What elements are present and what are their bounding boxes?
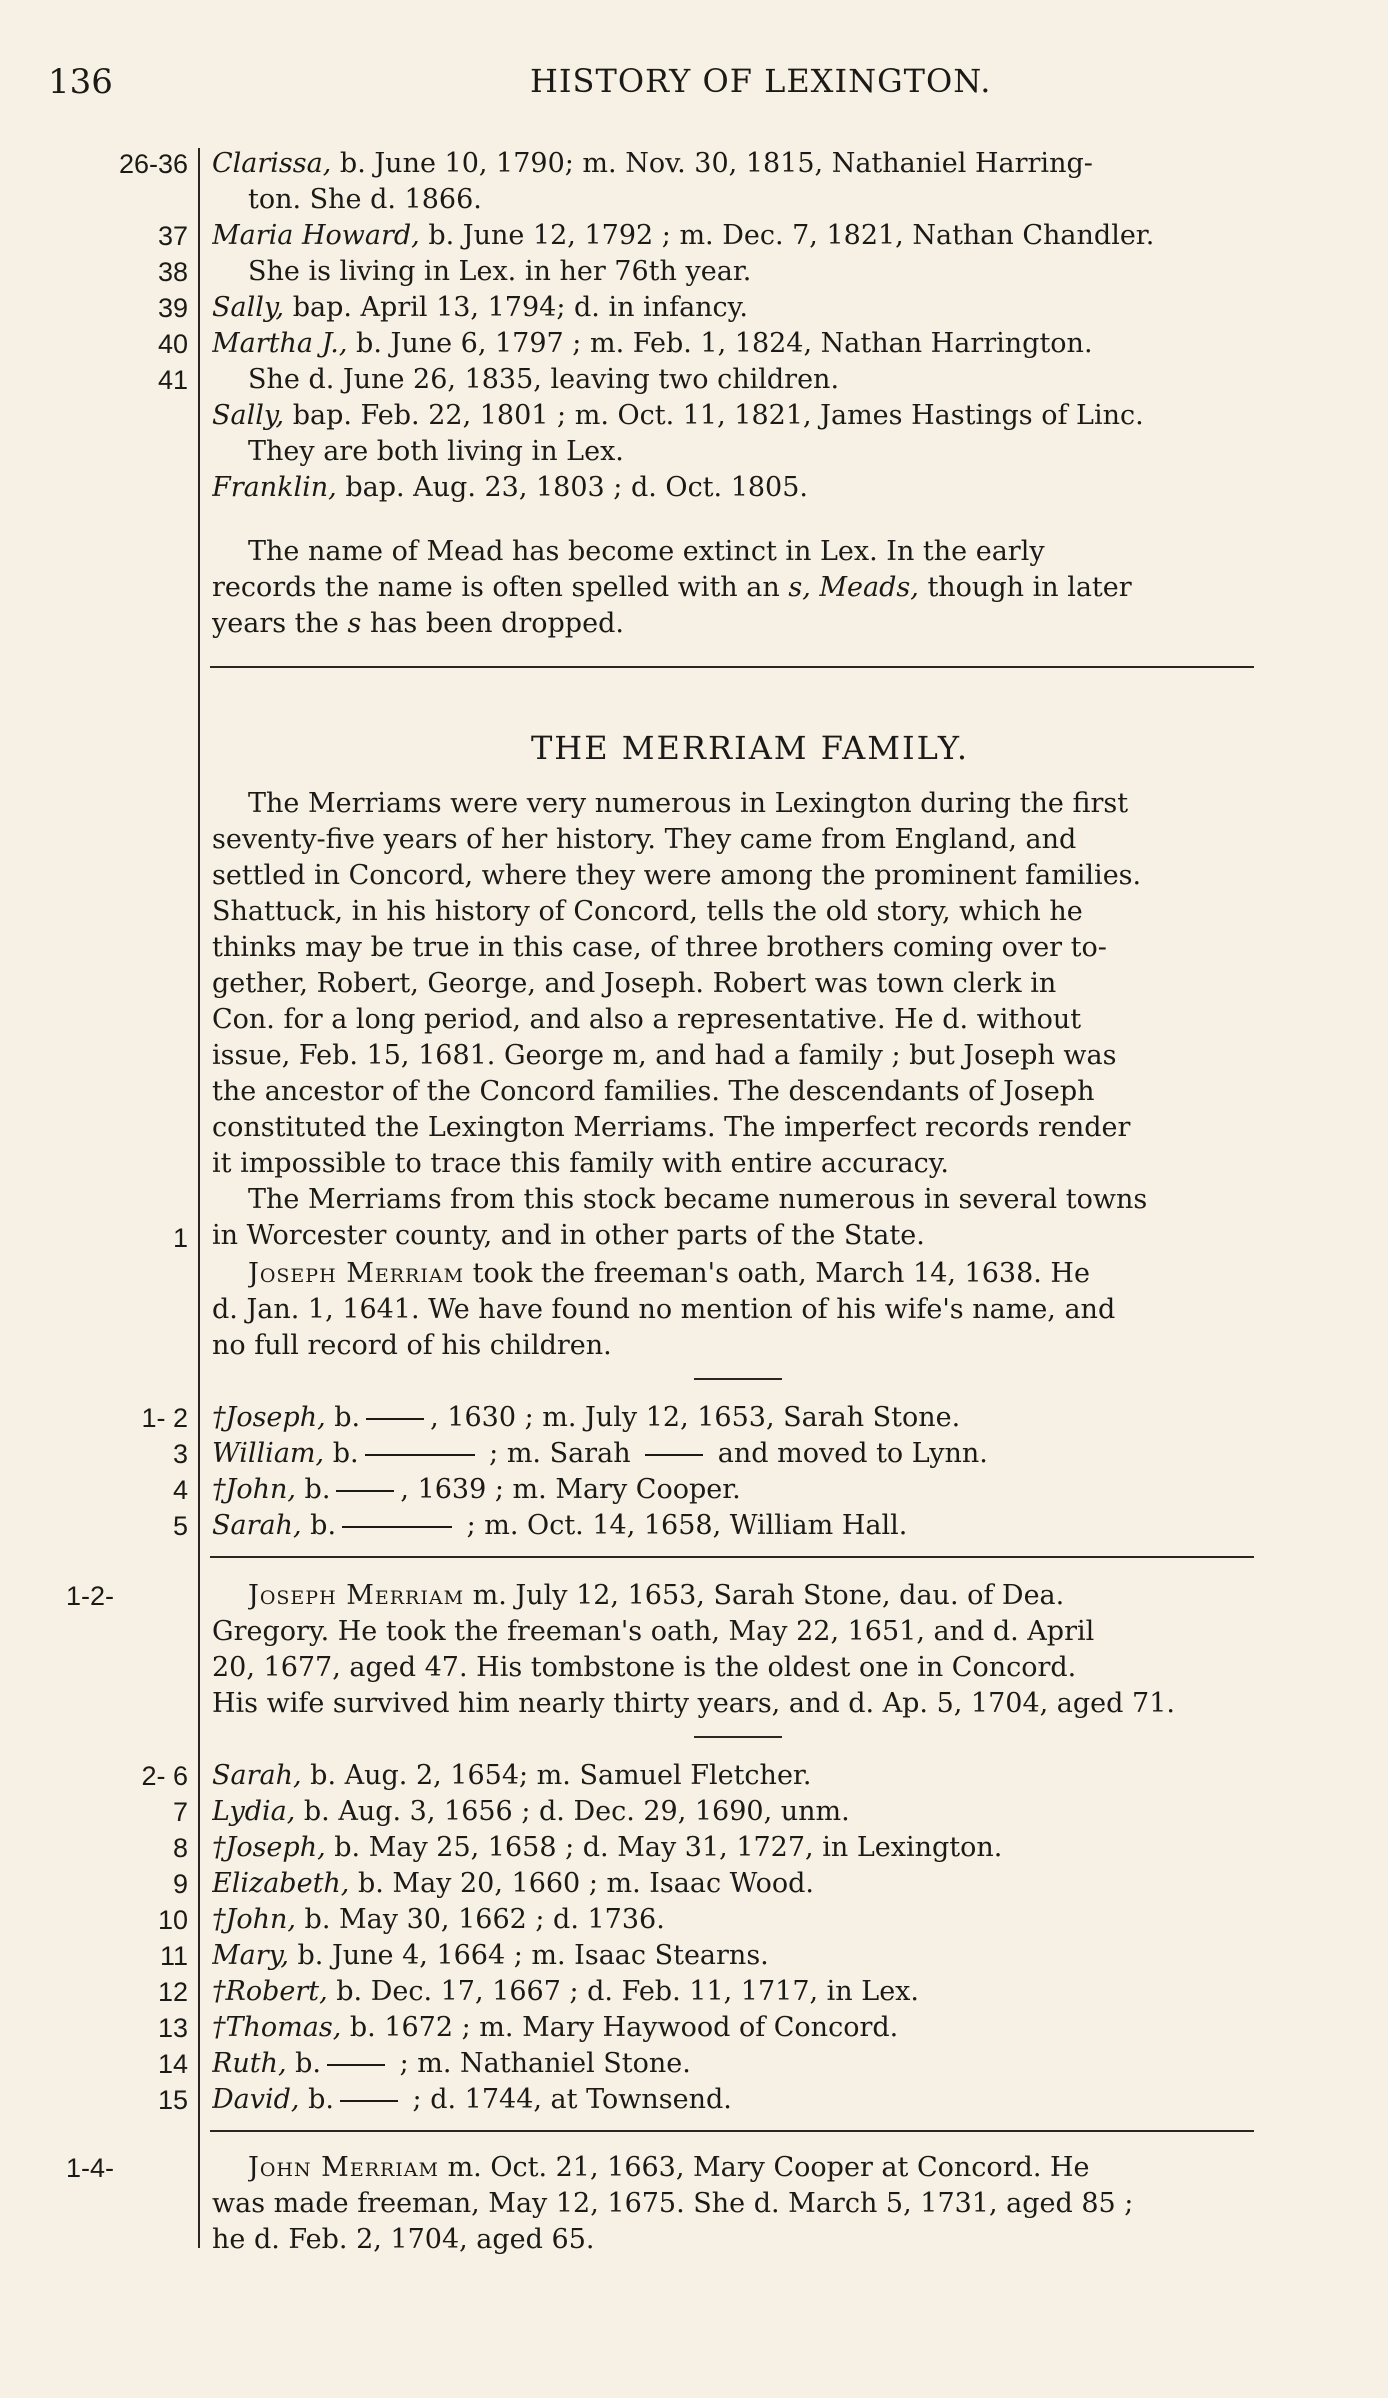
text-line: Joseph Merriam took the freeman's oath, March 14, 1638. He xyxy=(248,1258,1090,1289)
gen-label: 12 xyxy=(157,1977,188,2007)
gen-label: 1-2- xyxy=(66,1581,115,1611)
text-line: Mary, b. June 4, 1664 ; m. Isaac Stearns. xyxy=(212,1940,769,1971)
text-line: Joseph Merriam m. July 12, 1653, Sarah Stone, dau. of Dea. xyxy=(248,1580,1065,1611)
text-line: years the s has been dropped. xyxy=(212,608,624,639)
text-line: The Merriams from this stock became numerous in several towns xyxy=(248,1184,1148,1215)
text-line: Con. for a long period, and also a representative. He d. without xyxy=(212,1004,1082,1035)
text-line: the ancestor of the Concord families. The descendants of Joseph xyxy=(212,1076,1095,1107)
text-line: Sarah, b. ; m. Oct. 14, 1658, William Hall. xyxy=(212,1510,908,1541)
text-line: he d. Feb. 2, 1704, aged 65. xyxy=(212,2224,595,2255)
page-number: 136 xyxy=(48,62,113,102)
text-line: thinks may be true in this case, of three brothers coming over to- xyxy=(212,932,1107,963)
gen-label: 37 xyxy=(157,221,188,251)
text-line: Elizabeth, b. May 20, 1660 ; m. Isaac Wood. xyxy=(212,1868,814,1899)
gen-label: 13 xyxy=(157,2013,188,2043)
text-line: it impossible to trace this family with entire accuracy. xyxy=(212,1148,950,1179)
text-line: †Robert, b. Dec. 17, 1667 ; d. Feb. 11, 1717, in Lex. xyxy=(212,1976,919,2007)
text-line: John Merriam m. Oct. 21, 1663, Mary Cooper at Concord. He xyxy=(248,2152,1090,2183)
text-line: in Worcester county, and in other parts of the State. xyxy=(212,1220,925,1251)
text-line: †Joseph, b. May 25, 1658 ; d. May 31, 1727, in Lexington. xyxy=(212,1832,1003,1863)
text-line: David, b. ; d. 1744, at Townsend. xyxy=(212,2084,732,2115)
text-line: Lydia, b. Aug. 3, 1656 ; d. Dec. 29, 1690, unm. xyxy=(212,1796,850,1827)
gen-label: 1- 2 xyxy=(141,1403,188,1433)
text-line: records the name is often spelled with an s, Meads, though in later xyxy=(212,572,1132,603)
text-line: Shattuck, in his history of Concord, tells the old story, which he xyxy=(212,896,1083,927)
text-line: Sarah, b. Aug. 2, 1654; m. Samuel Fletcher. xyxy=(212,1760,812,1791)
text-line: †Joseph, b. , 1630 ; m. July 12, 1653, Sarah Stone. xyxy=(212,1402,961,1433)
text-line: The name of Mead has become extinct in Lex. In the early xyxy=(248,536,1045,567)
text-line: ton. She d. 1866. xyxy=(248,184,482,215)
text-line: constituted the Lexington Merriams. The imperfect records render xyxy=(212,1112,1131,1143)
gen-label: 10 xyxy=(157,1905,188,1935)
text-line: Gregory. He took the freeman's oath, May 22, 1651, and d. April xyxy=(212,1616,1095,1647)
text-line: †John, b. May 30, 1662 ; d. 1736. xyxy=(212,1904,665,1935)
text-line: Sally, bap. Feb. 22, 1801 ; m. Oct. 11, 1821, James Hastings of Linc. xyxy=(212,400,1144,431)
gen-label: 38 xyxy=(157,257,188,287)
margin-rule xyxy=(198,148,200,2248)
text-line: She d. June 26, 1835, leaving two children. xyxy=(248,364,840,395)
text-line: The Merriams were very numerous in Lexington during the first xyxy=(248,788,1129,819)
gen-label: 5 xyxy=(172,1511,188,1541)
text-line: Martha J., b. June 6, 1797 ; m. Feb. 1, 1824, Nathan Harrington. xyxy=(212,328,1093,359)
text-line: settled in Concord, where they were among the prominent families. xyxy=(212,860,1142,891)
gen-label: 1 xyxy=(172,1223,188,1253)
gen-label: 11 xyxy=(159,1941,188,1971)
section-divider xyxy=(210,666,1254,668)
text-line: was made freeman, May 12, 1675. She d. March 5, 1731, aged 85 ; xyxy=(212,2188,1134,2219)
text-line: Ruth, b. ; m. Nathaniel Stone. xyxy=(212,2048,691,2079)
text-line: She is living in Lex. in her 76th year. xyxy=(248,256,752,287)
gen-label: 1-4- xyxy=(66,2153,115,2183)
section-title: THE MERRIAM FAMILY. xyxy=(530,729,970,767)
gen-label: 7 xyxy=(172,1797,188,1827)
text-line: Maria Howard, b. June 12, 1792 ; m. Dec. 7, 1821, Nathan Chandler. xyxy=(212,220,1155,251)
text-line: †Thomas, b. 1672 ; m. Mary Haywood of Concord. xyxy=(212,2012,899,2043)
text-line: Sally, bap. April 13, 1794; d. in infancy. xyxy=(212,292,748,323)
running-head: HISTORY OF LEXINGTON. xyxy=(530,62,992,100)
short-rule xyxy=(694,1378,782,1380)
text-line: Franklin, bap. Aug. 23, 1803 ; d. Oct. 1805. xyxy=(212,472,808,503)
gen-label: 4 xyxy=(172,1475,188,1505)
gen-label: 8 xyxy=(172,1833,188,1863)
gen-label: 3 xyxy=(172,1439,188,1469)
text-line: William, b. ; m. Sarah and moved to Lynn. xyxy=(212,1438,988,1469)
gen-label: 39 xyxy=(157,293,188,323)
text-line: gether, Robert, George, and Joseph. Robert was town clerk in xyxy=(212,968,1057,999)
gen-label: 14 xyxy=(157,2049,188,2079)
text-line: His wife survived him nearly thirty years, and d. Ap. 5, 1704, aged 71. xyxy=(212,1688,1175,1719)
text-line: seventy-five years of her history. They came from England, and xyxy=(212,824,1077,855)
short-rule xyxy=(694,1736,782,1738)
text-line: d. Jan. 1, 1641. We have found no mention of his wife's name, and xyxy=(212,1294,1116,1325)
page-header xyxy=(0,62,1388,112)
text-line: †John, b. , 1639 ; m. Mary Cooper. xyxy=(212,1474,741,1505)
gen-label: 2- 6 xyxy=(141,1761,188,1791)
text-line: Clarissa, b. June 10, 1790; m. Nov. 30, 1815, Nathaniel Harring- xyxy=(212,148,1093,179)
text-line: issue, Feb. 15, 1681. George m, and had a family ; but Joseph was xyxy=(212,1040,1117,1071)
section-divider xyxy=(210,1556,1254,1558)
gen-label: 26-36 xyxy=(118,149,188,179)
gen-label: 9 xyxy=(172,1869,188,1899)
gen-label: 15 xyxy=(157,2085,188,2115)
text-line: no full record of his children. xyxy=(212,1330,612,1361)
gen-label: 40 xyxy=(157,329,188,359)
section-divider xyxy=(210,2130,1254,2132)
text-line: They are both living in Lex. xyxy=(248,436,624,467)
text-line: 20, 1677, aged 47. His tombstone is the oldest one in Concord. xyxy=(212,1652,1077,1683)
gen-label: 41 xyxy=(157,365,188,395)
